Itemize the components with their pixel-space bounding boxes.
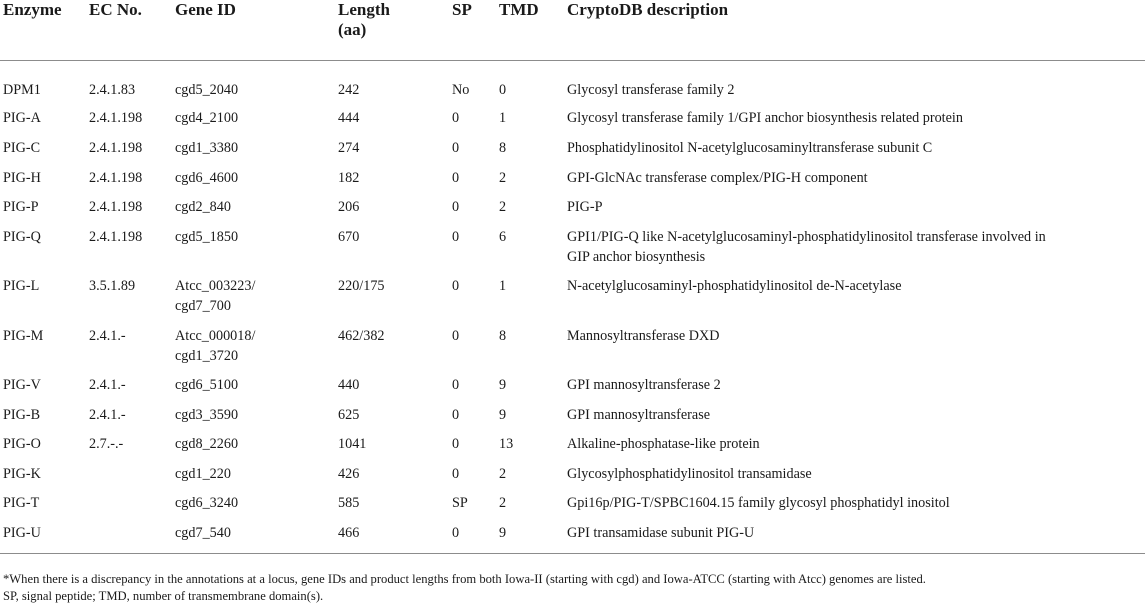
footnote-line-1: *When there is a discrepancy in the annotations at a locus, gene IDs and product lengths from both Iowa-II (starting with cgd) and Iowa-ATCC (starting with Atcc) genomes are listed. — [3, 572, 926, 586]
cell-tmd: 9 — [496, 523, 564, 554]
cell-tmd: 2 — [499, 465, 507, 482]
cell-enzyme: PIG-Q — [3, 228, 41, 245]
table-row — [0, 434, 1145, 464]
cell-description — [564, 326, 1145, 375]
cell-sp: 0 — [452, 406, 460, 423]
cell-description-line: GPI transamidase subunit PIG-U — [567, 524, 755, 541]
cell-description — [564, 493, 1145, 523]
cell-description-line: Alkaline-phosphatase-like protein — [567, 436, 760, 453]
cell-length: 462/382 — [338, 327, 385, 344]
cell-ec-no — [86, 464, 172, 494]
table-row — [0, 197, 1145, 227]
cell-description-line: Glycosylphosphatidylinositol transamidase — [567, 465, 812, 482]
cell-tmd: 1 — [499, 110, 507, 127]
cell-length: 220/175 — [338, 278, 385, 295]
cell-gene-id-line: cgd6_5100 — [175, 376, 239, 393]
cell-gene-id — [172, 375, 335, 405]
cell-gene-id — [172, 60, 335, 108]
cell-description-line: GPI mannosyltransferase 2 — [567, 376, 721, 393]
cell-tmd: 9 — [499, 376, 507, 393]
cell-length: 182 — [338, 169, 360, 186]
cell-tmd: 2 — [499, 495, 507, 512]
cell-sp: 0 — [452, 376, 460, 393]
cell-tmd: 13 — [499, 436, 514, 453]
header-description: CryptoDB description — [564, 0, 1145, 60]
cell-enzyme: PIG-T — [3, 495, 40, 512]
cell-ec-no: 2.4.1.- — [89, 406, 126, 423]
table-row — [0, 60, 1145, 108]
cell-enzyme: PIG-H — [3, 169, 41, 186]
cell-description-line: GPI mannosyltransferase — [567, 406, 711, 423]
cell-enzyme: PIG-M — [3, 327, 44, 344]
cell-tmd: 9 — [499, 406, 507, 423]
cell-enzyme: PIG-B — [3, 406, 41, 423]
cell-tmd: 2 — [499, 199, 507, 216]
cell-gene-id-line: Atcc_000018/ — [175, 327, 256, 344]
cell-gene-id — [172, 326, 335, 375]
cell-gene-id-line: cgd6_4600 — [175, 169, 239, 186]
header-row — [0, 0, 1145, 60]
table-row — [0, 108, 1145, 138]
header-gene-id: Gene ID — [172, 0, 335, 60]
cell-length: 625 — [338, 406, 360, 423]
cell-gene-id-line: cgd5_1850 — [175, 228, 239, 245]
cell-description-line: N-acetylglucosaminyl-phosphatidylinositol de-N-acetylase — [567, 278, 902, 295]
table-row — [0, 138, 1145, 168]
cell-description-line: GIP anchor biosynthesis — [567, 248, 706, 265]
cell-gene-id-line: cgd1_220 — [175, 465, 231, 482]
cell-ec-no: 2.4.1.83 — [89, 81, 136, 98]
cell-tmd: 2 — [499, 169, 507, 186]
cell-gene-id — [172, 523, 335, 554]
cell-description-line: Phosphatidylinositol N-acetylglucosaminyltransferase subunit C — [567, 139, 933, 156]
cell-sp: 0 — [452, 436, 460, 453]
cell-length: 242 — [338, 81, 360, 98]
table-row — [0, 405, 1145, 435]
table-row — [0, 375, 1145, 405]
cell-tmd: 0 — [499, 81, 507, 98]
cell-tmd: 1 — [499, 278, 507, 295]
cell-ec-no: 2.4.1.- — [89, 327, 126, 344]
cell-description — [564, 523, 1145, 554]
cell-description — [564, 60, 1145, 108]
cell-enzyme: DPM1 — [3, 81, 41, 98]
cell-enzyme: PIG-K — [3, 465, 41, 482]
cell-description — [564, 405, 1145, 435]
table-row — [0, 276, 1145, 325]
cell-sp: SP — [452, 495, 468, 512]
cell-ec-no — [86, 493, 172, 523]
cell-gene-id-line: cgd3_3590 — [175, 406, 239, 423]
cell-sp: 0 — [452, 327, 460, 344]
cell-description — [564, 464, 1145, 494]
cell-tmd: 8 — [499, 327, 507, 344]
cell-description — [564, 375, 1145, 405]
cell-sp: 0 — [452, 228, 460, 245]
cell-sp: 0 — [452, 199, 460, 216]
cell-gene-id — [172, 493, 335, 523]
cell-gene-id-line: cgd7_540 — [175, 524, 231, 541]
header-sp: SP — [449, 0, 496, 60]
cell-description — [564, 197, 1145, 227]
header-length-line1: Length — [338, 0, 390, 19]
cell-gene-id — [172, 464, 335, 494]
cell-gene-id — [172, 227, 335, 276]
table-row — [0, 326, 1145, 375]
cell-ec-no: 3.5.1.89 — [89, 278, 136, 295]
footnote-line-2: SP, signal peptide; TMD, number of transmembrane domain(s). — [3, 588, 324, 603]
cell-ec-no: 2.7.-.- — [89, 436, 124, 453]
cell-gene-id-line: cgd8_2260 — [175, 436, 239, 453]
cell-enzyme: PIG-O — [3, 436, 41, 453]
cell-sp: 0 — [452, 110, 460, 127]
cell-gene-id — [172, 276, 335, 325]
cell-length: 206 — [338, 199, 360, 216]
cell-ec-no: 2.4.1.198 — [89, 199, 143, 216]
header-length — [335, 0, 449, 60]
cell-tmd: 6 — [499, 228, 507, 245]
cell-sp: 0 — [452, 139, 460, 156]
cell-enzyme: PIG-U — [0, 523, 86, 554]
table-footnote — [0, 571, 1140, 604]
cell-description-line: Glycosyl transferase family 2 — [567, 81, 735, 98]
cell-enzyme: PIG-V — [3, 376, 41, 393]
cell-ec-no: 2.4.1.- — [89, 376, 126, 393]
table-body — [0, 60, 1145, 554]
cell-length: 1041 — [338, 436, 367, 453]
header-enzyme: Enzyme — [0, 0, 86, 60]
cell-length: 585 — [338, 495, 360, 512]
cell-description-line: PIG-P — [567, 199, 603, 216]
cell-ec-no: 2.4.1.198 — [89, 110, 143, 127]
cell-gene-id-line: cgd5_2040 — [175, 81, 239, 98]
table-row — [0, 464, 1145, 494]
cell-description — [564, 276, 1145, 325]
cell-gene-id — [172, 405, 335, 435]
cell-enzyme: PIG-P — [3, 199, 39, 216]
cell-description-line: Glycosyl transferase family 1/GPI anchor biosynthesis related protein — [567, 110, 963, 127]
cell-description — [564, 227, 1145, 276]
cell-description-line: Gpi16p/PIG-T/SPBC1604.15 family glycosyl phosphatidyl inositol — [567, 495, 950, 512]
cell-gene-id — [172, 108, 335, 138]
cell-sp: 0 — [452, 278, 460, 295]
cell-length: 466 — [335, 523, 449, 554]
cell-length: 274 — [338, 139, 360, 156]
header-ec-no: EC No. — [86, 0, 172, 60]
table-row — [0, 168, 1145, 198]
cell-sp: 0 — [452, 169, 460, 186]
cell-gene-id-line: cgd7_700 — [175, 298, 231, 315]
cell-description — [564, 108, 1145, 138]
cell-ec-no: 2.4.1.198 — [89, 228, 143, 245]
cell-description — [564, 434, 1145, 464]
cell-gene-id-line: cgd4_2100 — [175, 110, 239, 127]
header-tmd: TMD — [496, 0, 564, 60]
cell-ec-no: 2.4.1.198 — [89, 169, 143, 186]
cell-gene-id — [172, 197, 335, 227]
cell-sp: No — [452, 81, 470, 98]
cell-length: 444 — [338, 110, 360, 127]
table-row — [0, 493, 1145, 523]
cell-description — [564, 138, 1145, 168]
cell-tmd: 8 — [499, 139, 507, 156]
cell-enzyme: PIG-L — [3, 278, 40, 295]
cell-gene-id-line: cgd1_3380 — [175, 139, 239, 156]
cell-sp: 0 — [449, 523, 496, 554]
cell-gene-id — [172, 434, 335, 464]
table-row — [0, 227, 1145, 276]
header-length-line2: (aa) — [338, 20, 367, 39]
cell-enzyme: PIG-C — [3, 139, 41, 156]
cell-gene-id — [172, 138, 335, 168]
cell-description — [564, 168, 1145, 198]
cell-gene-id-line: cgd2_840 — [175, 199, 231, 216]
cell-description-line: Mannosyltransferase DXD — [567, 327, 720, 344]
cell-ec-no: 2.4.1.198 — [89, 139, 143, 156]
cell-description-line: GPI-GlcNAc transferase complex/PIG-H component — [567, 169, 868, 186]
cell-sp: 0 — [452, 465, 460, 482]
cell-gene-id-line: cgd6_3240 — [175, 495, 239, 512]
cell-enzyme: PIG-A — [3, 110, 41, 127]
cell-gene-id — [172, 168, 335, 198]
table-row — [0, 523, 1145, 554]
cell-length: 670 — [338, 228, 360, 245]
cell-length: 426 — [338, 465, 360, 482]
cell-length: 440 — [338, 376, 360, 393]
cell-gene-id-line: cgd1_3720 — [175, 347, 239, 364]
cell-description-line: GPI1/PIG-Q like N-acetylglucosaminyl-phosphatidylinositol transferase involved in — [567, 228, 1046, 245]
cell-gene-id-line: Atcc_003223/ — [175, 278, 256, 295]
cell-ec-no — [86, 523, 172, 554]
